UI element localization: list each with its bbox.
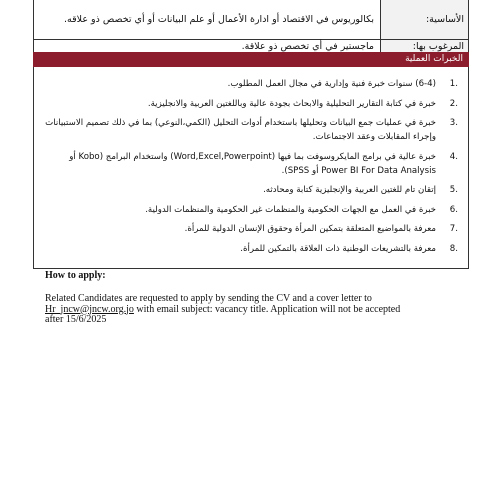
list-item: [44, 77, 458, 91]
item-number: 8.: [449, 243, 458, 254]
list-item: [44, 97, 458, 111]
requirements-table: [33, 0, 469, 53]
preferred-value: ماجستير في أي تخصص ذو علاقة.: [241, 40, 374, 52]
how-to-apply-title: How to apply:: [45, 270, 106, 281]
item-number: 2.: [449, 98, 458, 109]
item-text: خبرة في عمليات جمع البيانات وتحليلها باستخدام أدوات التحليل (الكمي،النوعي) بما في ذلك تصميم الاستبيانات وإجراء المقابلات وعقد الاجتماعات.: [45, 118, 436, 142]
item-number: 4.: [449, 151, 458, 162]
list-item: [44, 116, 458, 144]
how-to-apply-line1: Related Candidates are requested to apply by sending the CV and a cover letter to: [45, 293, 372, 304]
item-number: 6.: [449, 204, 458, 215]
experience-box: [33, 67, 469, 269]
education-label: الأساسية:: [380, 0, 468, 39]
preferred-row: [34, 40, 468, 52]
item-text: خبرة في كتابة التقارير التحليلية والابحاث بجودة عالية وباللغتين العربية والانجليزية.: [147, 98, 436, 109]
item-text: معرفة بالتشريعات الوطنية ذات العلاقة بالتمكين للمرأة.: [240, 243, 436, 254]
item-number: 5.: [449, 185, 458, 195]
experience-header: الخبرات العملية: [33, 52, 469, 67]
item-text: (6-4) سنوات خبرة فنية وإدارية في مجال العمل المطلوب.: [227, 79, 436, 89]
list-item: [44, 150, 458, 178]
experience-list: [44, 77, 458, 256]
item-number: 7.: [449, 224, 458, 234]
item-text: إتقان تام للغتين العربية والإنجليزية كتابة ومحادثه.: [263, 185, 436, 195]
list-item: [44, 222, 458, 236]
preferred-label: المرغوب بها:: [380, 40, 468, 52]
item-text: خبرة عالية في برامج المايكروسوفت بما فيها (Word,Excel,Powerpoint) واستخدام البرامج (Kobo أو Power BI For Data Analysis أو SPSS).: [69, 151, 436, 176]
item-text: معرفة بالمواضيع المتعلقة بتمكين المرأة وحقوق الإنسان الدولية للمرأة.: [184, 224, 436, 234]
education-value: بكالوريوس في الاقتصاد أو ادارة الأعمال أو علم البيانات أو أي تخصص ذو علاقه.: [64, 14, 374, 25]
how-to-apply-line3: after 15/6/2025: [45, 314, 107, 325]
email-link[interactable]: Hr_jncw@jncw.org.jo: [45, 303, 134, 315]
list-item: [44, 203, 458, 217]
item-text: خبرة في العمل مع الجهات الحكومية والمنظمات غير الحكومية والمنظمات الدولية.: [145, 204, 436, 215]
education-row: [34, 0, 468, 40]
list-item: [44, 242, 458, 256]
how-to-apply-body: [45, 294, 465, 326]
item-number: 1.: [449, 79, 458, 89]
how-to-apply-line2-wrap: [45, 305, 465, 316]
item-number: 3.: [449, 118, 458, 128]
how-to-apply-line2: with email subject: vacancy title. Application will not be accepted: [133, 303, 401, 315]
list-item: [44, 183, 458, 197]
